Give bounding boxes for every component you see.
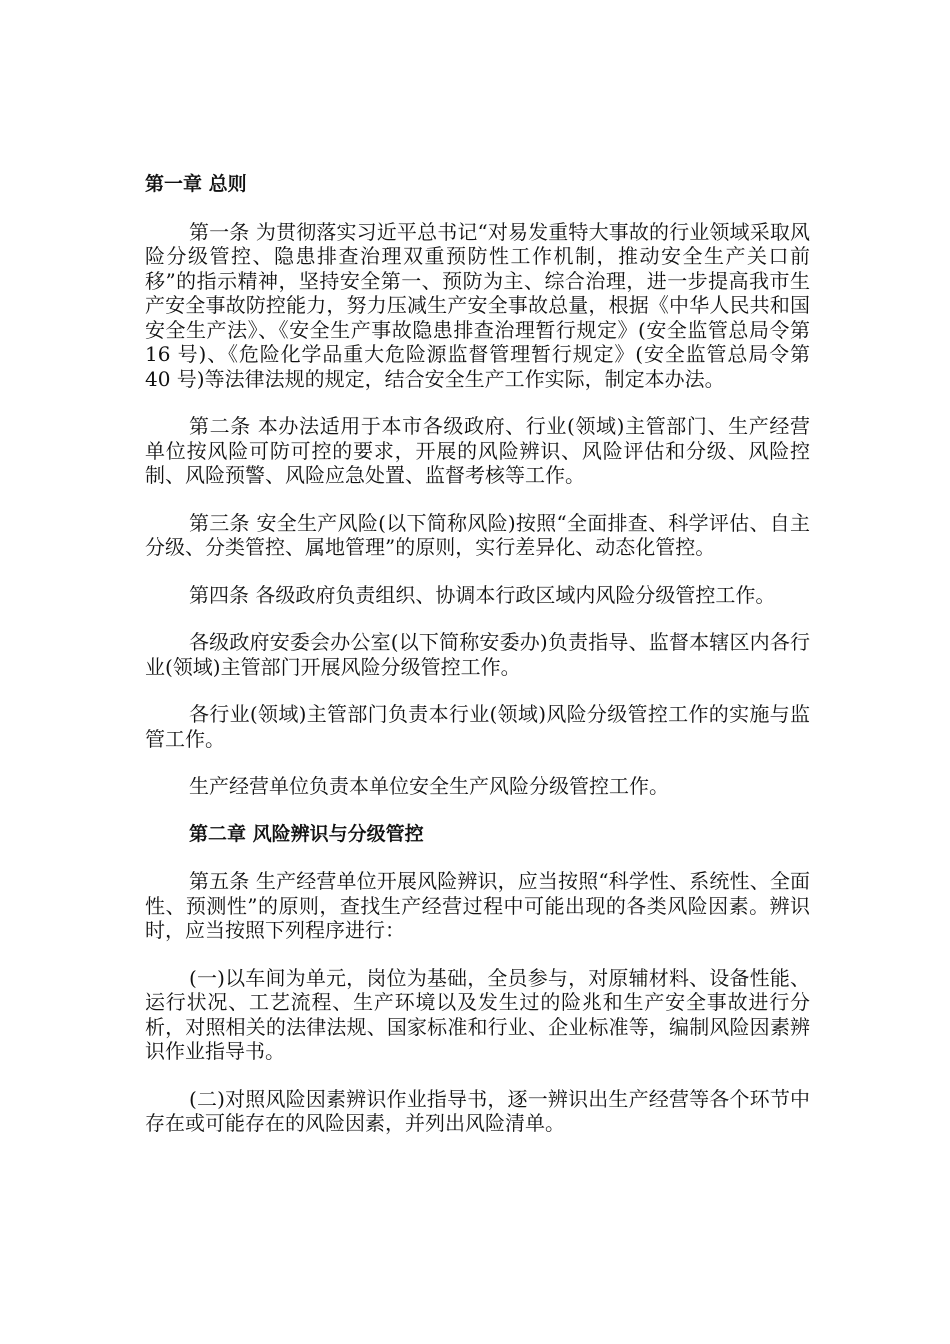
- article-5-paragraph: 第五条 生产经营单位开展风险辨识，应当按照“科学性、系统性、全面性、预测性”的原则，查找生产经营过程中可能出现的各类风险因素。辨识时，应当按照下列程序进行：: [145, 869, 810, 942]
- article-4-paragraph-4: 生产经营单位负责本单位安全生产风险分级管控工作。: [189, 774, 669, 798]
- article-1-paragraph: 第一条 为贯彻落实习近平总书记“对易发重特大事故的行业领域采取风险分级管控、隐患排查治理双重预防性工作机制，推动安全生产关口前移”的指示精神，坚持安全第一、预防为主、综合治理，进一步提高我市生产安全事故防控能力，努力压减生产安全事故总量，根据《中华人民共和国安全生产法》、《安全生产事故隐患排查治理暂行规定》(安全监管总局令第 16 号)、《危险化学品重大危险源监督管理暂行规定》(安全监管总局令第 40 号)等法律法规的规定，结合安全生产工作实际，制定本办法。: [145, 219, 810, 391]
- article-4-paragraph-3: 各行业(领域)主管部门负责本行业(领域)风险分级管控工作的实施与监管工作。: [145, 702, 810, 751]
- article-3-paragraph: 第三条 安全生产风险(以下简称风险)按照“全面排查、科学评估、自主分级、分类管控、属地管理”的原则，实行差异化、动态化管控。: [145, 510, 810, 559]
- article-5-item-1: (一)以车间为单元，岗位为基础，全员参与，对原辅材料、设备性能、运行状况、工艺流程、生产环境以及发生过的险兆和生产安全事故进行分析，对照相关的法律法规、国家标准和行业、企业标准等，编制风险因素辨识作业指导书。: [145, 965, 810, 1063]
- article-5-item-2: (二)对照风险因素辨识作业指导书，逐一辨识出生产经营等各个环节中存在或可能存在的风险因素，并列出风险清单。: [145, 1086, 810, 1135]
- chapter-heading-1: 第一章 总则: [145, 173, 247, 195]
- document-body: [145, 172, 810, 1159]
- chapter-heading-2: 第二章 风险辨识与分级管控: [189, 822, 424, 845]
- article-4-paragraph: 第四条 各级政府负责组织、协调本行政区域内风险分级管控工作。: [189, 582, 776, 607]
- article-4-paragraph-2: 各级政府安委会办公室(以下简称安委办)负责指导、监督本辖区内各行业(领域)主管部门开展风险分级管控工作。: [145, 630, 810, 679]
- article-2-paragraph: 第二条 本办法适用于本市各级政府、行业(领域)主管部门、生产经营单位按风险可防可控的要求，开展的风险辨识、风险评估和分级、风险控制、风险预警、风险应急处置、监督考核等工作。: [145, 414, 810, 487]
